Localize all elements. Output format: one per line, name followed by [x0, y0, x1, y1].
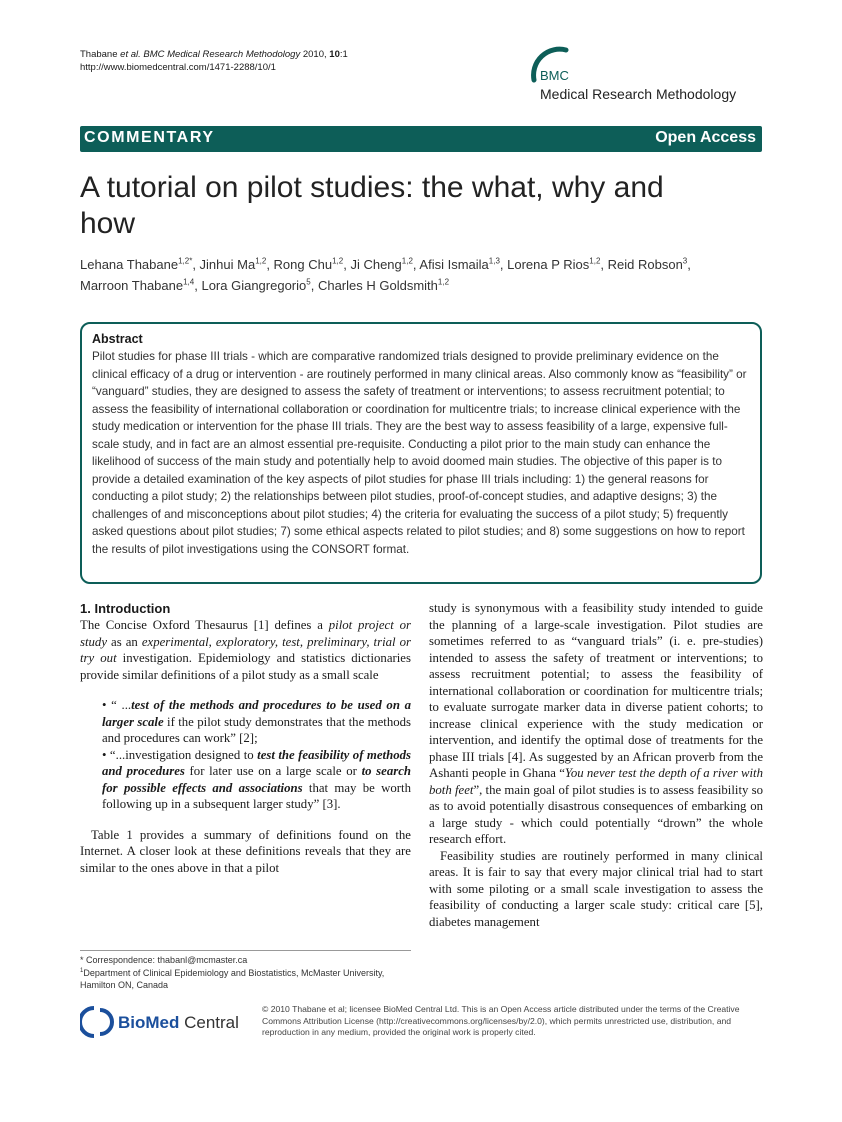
abstract-box: [80, 322, 762, 584]
text-run: if the pilot study demonstrates that the methods and procedures can work” [2];: [102, 714, 411, 745]
article-title: [80, 170, 762, 242]
author-list: [80, 254, 762, 296]
citation-header: [80, 48, 348, 74]
list-item: [102, 697, 411, 747]
author-name: Marroon Thabane: [80, 278, 184, 293]
author-separator: ,: [600, 257, 608, 272]
citation-year: 2010,: [300, 49, 330, 60]
biomed-central-logo-icon: [80, 1008, 94, 1036]
author-affiliation-sup: 1,4: [183, 277, 195, 287]
text-run-bold-italic: test of the methods and procedures to be used on a larger scale: [102, 698, 412, 729]
author-name: Ji Cheng: [350, 257, 402, 272]
author-affiliation-sup: 1,2*: [178, 256, 193, 266]
author-affiliation-sup: 1,2: [589, 256, 601, 266]
author-affiliation-sup: 1,2: [437, 277, 450, 287]
text-run: investigation. Epidemiology and statistics dictionaries provide similar definitions of a pilot study as a small scale: [80, 651, 411, 682]
title-line-1: A tutorial on pilot studies: the what, why and: [80, 171, 664, 204]
footnote-divider: [80, 950, 411, 951]
author-affiliation-sup: 1,2: [255, 256, 267, 266]
text-run: as an: [107, 634, 142, 649]
open-access-label: Open Access: [655, 129, 756, 146]
list-item: [102, 747, 411, 813]
text-run-italic: You never test the depth of a river with both feet: [429, 766, 764, 797]
definition-bullet-list: [80, 697, 411, 813]
text-run: ”, the main goal of pilot studies is to assess feasibility so as to avoid potentially disastrous consequences of embarking on a large study - which could potentially “drown” the whole research effort.: [429, 782, 763, 846]
author-separator: ,: [687, 257, 691, 272]
license-text: © 2010 Thabane et al; licensee BioMed Central Ltd. This is an Open Access article distributed under the terms of the Creative Commons Attribution License (http://creativecommons.org/licenses/by/2.0), which permits unrestricted use, distribution, and reproduction in any medium, provided the original work is properly cited.: [262, 1004, 740, 1037]
text-run: The Concise Oxford Thesaurus [1] defines a: [80, 618, 329, 632]
citation-author: Thabane: [80, 49, 118, 60]
affiliation-note: [80, 967, 411, 992]
author-separator: ,: [499, 257, 508, 272]
author-name: Lorena P Rios: [507, 257, 590, 272]
author-name: Charles H Goldsmith: [317, 278, 438, 293]
author-separator: ,: [266, 257, 274, 272]
body-column-right: [429, 600, 763, 930]
text-run: that may be worth following up in a subsequent larger study” [3].: [102, 780, 411, 811]
citation-article: :1: [339, 49, 348, 60]
article-type-banner: [80, 126, 762, 152]
text-run-italic: experimental, exploratory, test, preliminary, trial or try out: [80, 634, 412, 665]
abstract-heading: Abstract: [92, 332, 143, 346]
author-separator: ,: [194, 278, 202, 293]
text-run: • “ ...: [102, 698, 132, 712]
author-affiliation-sup: 1,3: [488, 256, 500, 266]
affiliation-text: Department of Clinical Epidemiology and Biostatistics, McMaster University, Hamilton ON, Canada: [80, 967, 385, 990]
text-run-bold-italic: test the feasibility of methods and procedures: [102, 747, 412, 778]
abstract-text: Pilot studies for phase III trials - which are comparative randomized trials designed to provide preliminary evidence on the clinical efficacy of a drug or intervention - are routinely performed in many clinical areas. Also commonly know as “feasibility” or “vanguard” studies, they are designed to assess the safety of treatment or interventions; to assess recruitment potential; to assess the feasibility of international collaboration or coordination for multicentre trials; to increase clinical experience with the study medication or intervention for the phase III trials. They are the best way to assess feasibility of a large, expensive full-scale study, and in fact are an almost essential pre-requisite. Conducting a pilot prior to the main study can enhance the likelihood of success of the main study and potentially help to avoid doomed main studies. The objective of this paper is to provide a detailed examination of the key aspects of pilot studies for phase III trials including: 1) the general reasons for conducting a pilot study; 2) the relationships between pilot studies, proof-of-concept studies, and adaptive designs; 3) the challenges of and misconceptions about pilot studies; 4) the criteria for evaluating the success of a pilot study; 5) frequently asked questions about pilot studies; 7) some ethical aspects related to pilot studies; and 8) some suggestions on how to report the results of pilot investigations using the CONSORT format.: [92, 350, 747, 556]
section-heading: 1. Introduction: [80, 601, 171, 616]
correspondence-note: * Correspondence: thabanl@mcmaster.ca: [80, 955, 248, 965]
journal-logo-bmc: BMC: [540, 68, 569, 83]
author-separator: ,: [412, 257, 420, 272]
author-name: Reid Robson: [607, 257, 683, 272]
text-run: study is synonymous with a feasibility study intended to guide the planning of a large-scale investigation. Pilot studies are sometimes referred to as “vanguard trials” (i. e. pre-studies) intended to assess the safety of treatment or interventions; to assess recruitment potential; to assess the feasibility of international collaboration or coordination for multicentre trials; to evaluate surrogate marker data in diverse patient cohorts; to increase clinical experience with the study medication or intervention, and identify the optimal dose of treatments for the phase III trials [4]. As suggested by an African proverb from the Ashanti people in Ghana “: [429, 601, 763, 780]
body-paragraph: Table 1 provides a summary of definitions found on the Internet. A closer look at these definitions reveals that they are similar to the ones above in that a pilot: [80, 827, 411, 875]
author-name: Lehana Thabane: [80, 257, 179, 272]
body-paragraph: Feasibility studies are routinely performed in many clinical areas. It is fair to say that every major clinical trial had to start with some piloting or a small scale investigation to assess the feasibility of conducting a larger scale study: critical care [5], diabetes management: [429, 848, 763, 929]
text-run-italic: pilot project or study: [80, 618, 411, 649]
body-paragraph: [80, 617, 411, 683]
text-run: for later use on a large scale or: [184, 764, 362, 778]
author-separator: ,: [310, 278, 318, 293]
author-name: Lora Giangregorio: [201, 278, 307, 293]
article-url[interactable]: http://www.biomedcentral.com/1471-2288/10/1: [80, 62, 276, 73]
citation-journal: BMC Medical Research Methodology: [143, 49, 301, 60]
author-affiliation-sup: 5: [306, 277, 311, 287]
author-name: Jinhui Ma: [199, 257, 256, 272]
citation-etal: et al.: [117, 49, 144, 60]
author-affiliation-sup: 3: [682, 256, 688, 266]
author-separator: ,: [192, 257, 200, 272]
footnotes: [80, 954, 411, 992]
affiliation-sup: 1: [80, 967, 84, 974]
body-column-left: [80, 600, 411, 876]
body-paragraph: [429, 600, 763, 848]
author-separator: ,: [343, 257, 351, 272]
title-line-2: how: [80, 207, 136, 240]
author-affiliation-sup: 1,2: [332, 256, 344, 266]
text-run-bold-italic: to search for possible effects and associations: [102, 764, 412, 795]
author-affiliation-sup: 1,2: [401, 256, 413, 266]
biomed-central-logo: [80, 1004, 250, 1040]
citation-line: [80, 48, 348, 61]
text-run: • “...investigation designed to: [102, 747, 258, 762]
article-type-label: COMMENTARY: [84, 129, 215, 146]
author-name: Afisi Ismaila: [419, 257, 489, 272]
citation-volume: 10: [329, 49, 340, 60]
biomed-central-wordmark: BioMed Central: [118, 1013, 239, 1032]
author-name: Rong Chu: [273, 257, 333, 272]
journal-logo-name: Medical Research Methodology: [540, 86, 737, 102]
